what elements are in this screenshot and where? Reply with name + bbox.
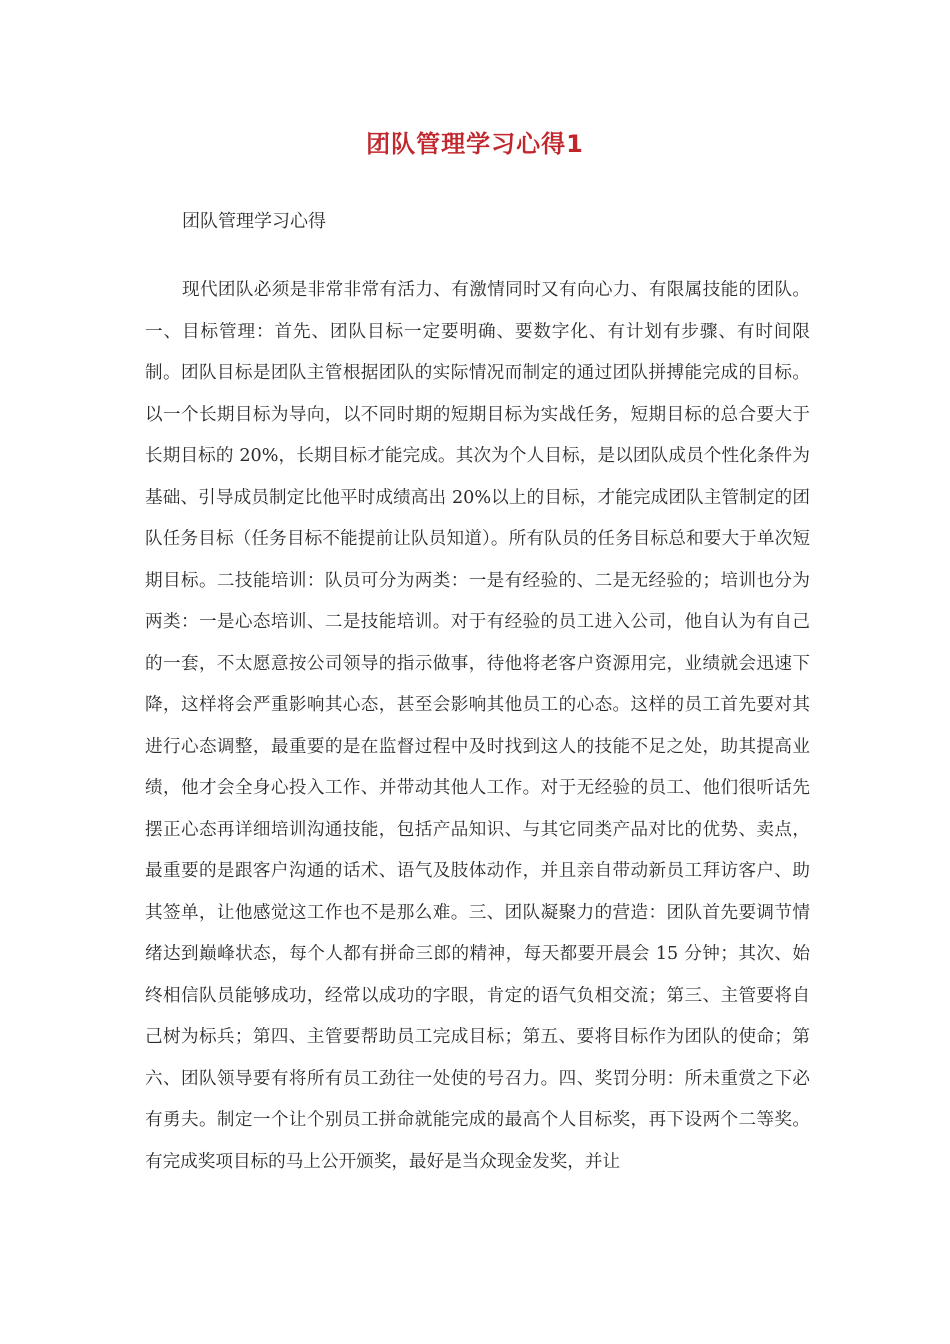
body-paragraph: 现代团队必须是非常非常有活力、有激情同时又有向心力、有限属技能的团队。一、目标管理：首先、团队目标一定要明确、要数字化、有计划有步骤、有时间限制。团队目标是团队主管根据团队的实际情况而制定的通过团队拼搏能完成的目标。以一个长期目标为导向，以不同时期的短期目标为实战任务，短期目标的总合要大于长期目标的 20%，长期目标才能完成。其次为个人目标，是以团队成员个性化条件为基础、引导成员制定比他平时成绩高出 20%以上的目标，才能完成团队主管制定的团队任务目标（任务目标不能提前让队员知道）。所有队员的任务目标总和要大于单次短期目标。二技能培训：队员可分为两类：一是有经验的、二是无经验的；培训也分为两类：一是心态培训、二是技能培训。对于有经验的员工进入公司，他自认为有自己的一套，不太愿意按公司领导的指示做事，待他将老客户资源用完，业绩就会迅速下降，这样将会严重影响其心态，甚至会影响其他员工的心态。这样的员工首先要对其进行心态调整，最重要的是在监督过程中及时找到这人的技能不足之处，助其提高业绩，他才会全身心投入工作、并带动其他人工作。对于无经验的员工、他们很听话先摆正心态再详细培训沟通技能，包括产品知识、与其它同类产品对比的优势、卖点，最重要的是跟客户沟通的话术、语气及肢体动作，并且亲自带动新员工拜访客户、助其签单，让他感觉这工作也不是那么难。三、团队凝聚力的营造：团队首先要调节情绪达到巅峰状态，每个人都有拼命三郎的精神，每天都要开晨会 15 分钟；其次、始终相信队员能够成功，经常以成功的字眼，肯定的语气负相交流；第三、主管要将自己树为标兵；第四、主管要帮助员工完成目标；第五、要将目标作为团队的使命；第六、团队领导要有将所有员工劲往一处使的号召力。四、奖罚分明：所未重赏之下必有勇夫。制定一个让个别员工拼命就能完成的最高个人目标奖，再下设两个二等奖。有完成奖项目标的马上公开颁奖，最好是当众现金发奖，并让 [145, 280, 810, 1172]
document-title: 团队管理学习心得1 [366, 130, 584, 158]
document-subtitle: 团队管理学习心得 [182, 211, 326, 232]
